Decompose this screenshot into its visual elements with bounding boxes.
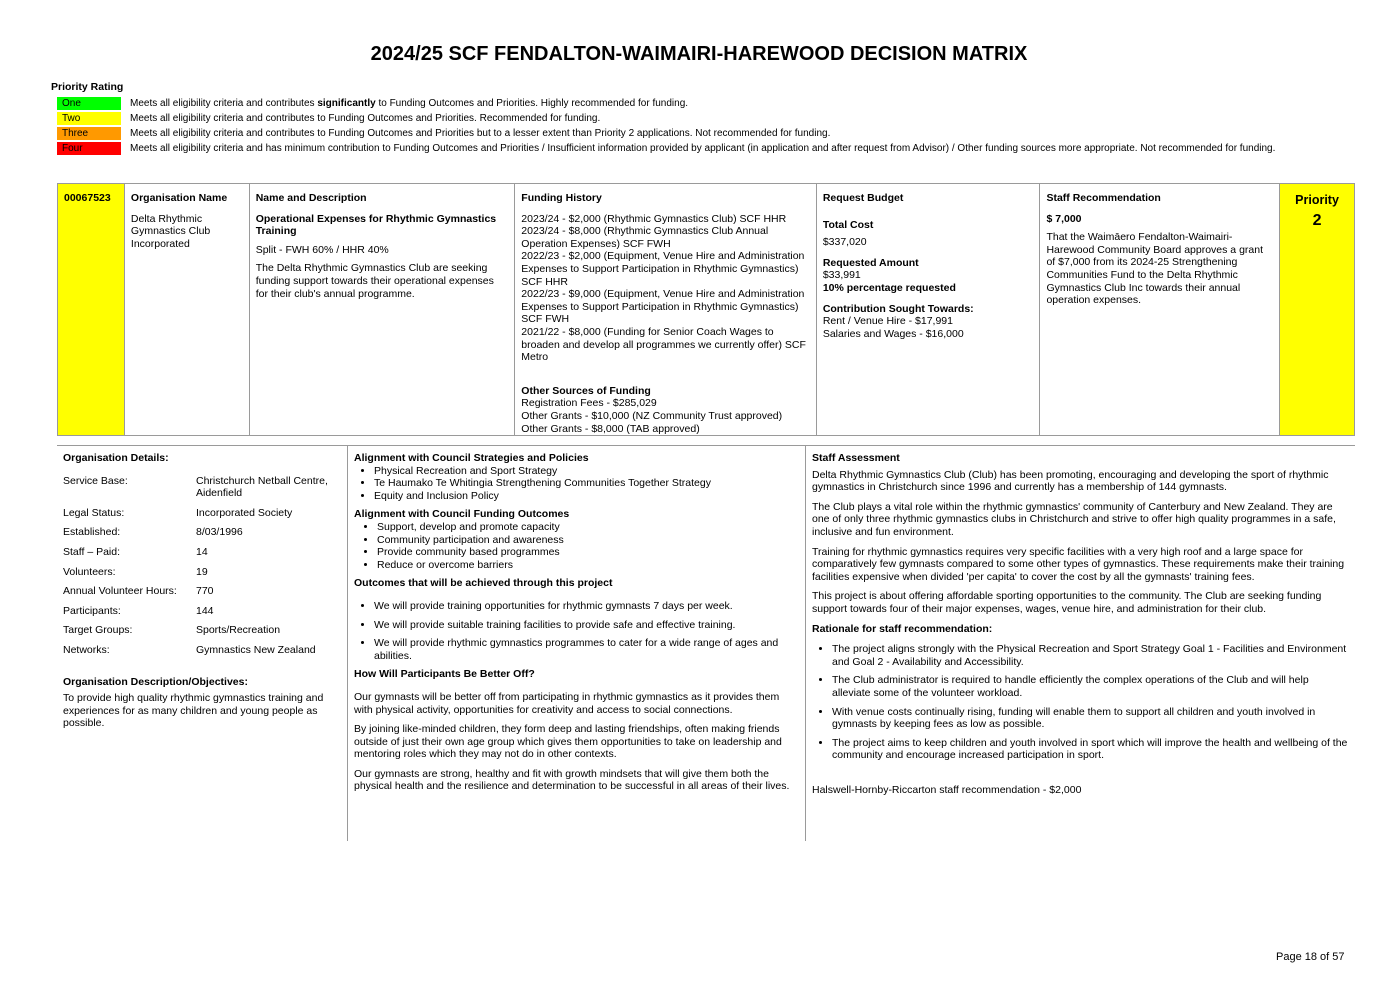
- total-cost-label: Total Cost: [822, 218, 874, 231]
- detail-row: [63, 526, 341, 546]
- name-description-heading: Name and Description: [255, 192, 367, 204]
- legend-text-three: Meets all eligibility criteria and contributes to Funding Outcomes and Priorities but to a lesser extent than Priority 2 applications. Not recommended for funding.: [130, 128, 831, 139]
- legend-row-one: [57, 97, 1317, 110]
- organisation-description-heading: Organisation Description/Objectives:: [63, 675, 248, 688]
- hhr-staff-recommendation: Halswell-Hornby-Riccarton staff recommendation - $2,000: [812, 783, 1082, 796]
- organisation-name-cell: [125, 184, 250, 435]
- detail-key: Annual Volunteer Hours:: [63, 585, 177, 598]
- project-description: The Delta Rhythmic Gymnastics Club are seeking funding support towards their operational expenses for their club's annual programme.: [255, 262, 494, 300]
- organisation-details-heading: Organisation Details:: [63, 452, 169, 464]
- request-budget-heading: Request Budget: [822, 192, 904, 204]
- detail-key: Staff – Paid:: [63, 545, 121, 558]
- name-description-cell: [250, 184, 516, 435]
- legend-text-four: Meets all eligibility criteria and has minimum contribution to Funding Outcomes and Priorities / Insufficient information provided by applicant (in application and after request from Advisor) / Other funding sources more appropriate. Not recommended for funding.: [130, 143, 1276, 154]
- organisation-name: Delta Rhythmic Gymnastics Club Incorporated: [130, 212, 211, 250]
- requested-amount-value: $33,991: [822, 269, 861, 282]
- other-sources-heading: Other Sources of Funding: [521, 384, 651, 397]
- priority-legend: [57, 97, 1317, 157]
- detail-row: [63, 585, 341, 605]
- project-title: Operational Expenses for Rhythmic Gymnastics Training: [255, 212, 497, 238]
- detail-value: 19: [196, 565, 208, 578]
- legend-row-four: [57, 142, 1317, 155]
- list-item: • Support, develop and promote capacity: [377, 521, 799, 534]
- staff-recommendation-amount: $ 7,000: [1046, 212, 1082, 225]
- legend-swatch-four: Four: [57, 142, 121, 155]
- contribution-list: Rent / Venue Hire - $17,991 Salaries and Wages - $16,000: [822, 315, 964, 340]
- organisation-details-column: [57, 446, 348, 841]
- requested-amount-label: Requested Amount: [822, 256, 919, 269]
- list-item: • The project aligns strongly with the Physical Recreation and Sport Strategy Goal 1 - Facilities and Environment and Goal 2 - Availability and Accessibility.: [832, 643, 1349, 668]
- list-item: • We will provide rhythmic gymnastics programmes to cater for a wide range of ages and abilities.: [374, 637, 799, 662]
- list-item: • We will provide training opportunities for rhythmic gymnasts 7 days per week.: [374, 600, 799, 613]
- list-item: • Te Haumako Te Whitingia Strengthening Communities Together Strategy: [374, 477, 799, 490]
- detail-value: 770: [196, 585, 214, 598]
- better-off-paragraph: Our gymnasts are strong, healthy and fit with growth mindsets that will give them both the physical health and the resilience and determination to be successful in all areas of their lives.: [354, 767, 790, 793]
- assessment-paragraph: Delta Rhythmic Gymnastics Club (Club) has been promoting, encouraging and developing the sport of rhythmic gymnastics in Christchurch since 1996 and currently has a membership of 144 gymnasts.: [812, 468, 1329, 494]
- better-off-heading: How Will Participants Be Better Off?: [354, 668, 535, 681]
- list-item: • Provide community based programmes: [377, 546, 799, 559]
- better-off-paragraph: Our gymnasts will be better off from participating in rhythmic gymnastics as it provides them with physical activity, opportunities for creativity and access to social connections.: [354, 690, 780, 716]
- lower-details-section: [57, 445, 1355, 841]
- detail-row: [63, 644, 341, 664]
- contribution-label: Contribution Sought Towards:: [822, 302, 974, 315]
- list-item: • Physical Recreation and Sport Strategy: [374, 465, 799, 478]
- detail-value: Sports/Recreation: [196, 624, 281, 637]
- legend-swatch-two: Two: [57, 112, 121, 125]
- detail-value: 8/03/1996: [196, 526, 243, 539]
- alignment-column: [348, 446, 806, 841]
- staff-recommendation-text: That the Waimāero Fendalton-Waimairi-Harewood Community Board approves a grant of $7,000 from its 2024-25 Strengthening Communities Fund to the Delta Rhythmic Gymnastics Club Inc towards their annual operation expenses.: [1046, 231, 1263, 307]
- legend-text-one: Meets all eligibility criteria and contributes significantly to Funding Outcomes and Priorities. Highly recommended for funding.: [130, 98, 689, 109]
- organisation-description: To provide high quality rhythmic gymnastics training and experiences for as many children and young people as possible.: [63, 692, 324, 730]
- list-item: • With venue costs continually rising, funding will enable them to support all children and youth involved in gymnasts by keeping fees as low as possible.: [832, 706, 1349, 731]
- page-title: 2024/25 SCF FENDALTON-WAIMAIRI-HAREWOOD DECISION MATRIX: [370, 43, 1028, 65]
- list-item: • Community participation and awareness: [377, 534, 799, 547]
- detail-key: Legal Status:: [63, 506, 125, 519]
- assessment-paragraph: This project is about offering affordable sporting opportunities to the community. The Club are seeking funding support towards four of their major expenses, wages, venue hire, and administration for their club.: [812, 590, 1322, 615]
- legend-row-three: [57, 127, 1317, 140]
- application-id-cell: [58, 184, 125, 435]
- detail-row: [63, 605, 341, 625]
- detail-key: Networks:: [63, 643, 110, 656]
- detail-key: Service Base:: [63, 474, 128, 487]
- staff-assessment-heading: Staff Assessment: [812, 452, 900, 464]
- funding-history-cell: [515, 184, 817, 435]
- strategies-heading: Alignment with Council Strategies and Policies: [354, 452, 589, 464]
- list-item: • Reduce or overcome barriers: [377, 559, 799, 572]
- detail-value: 14: [196, 545, 208, 558]
- funding-outcomes-list: [354, 521, 799, 571]
- legend-row-two: [57, 112, 1317, 125]
- detail-value: 144: [196, 604, 214, 617]
- detail-row: [63, 507, 341, 527]
- outcomes-achieved-list: [354, 600, 799, 662]
- decision-matrix-row: [57, 183, 1355, 436]
- funding-history-heading: Funding History: [521, 192, 602, 204]
- detail-row: [63, 475, 341, 507]
- list-item: • We will provide suitable training facilities to provide safe and effective training.: [374, 619, 799, 632]
- rationale-heading: Rationale for staff recommendation:: [812, 622, 993, 635]
- priority-value: 2: [1312, 212, 1322, 229]
- detail-value: Christchurch Netball Centre, Aidenfield: [196, 474, 328, 500]
- list-item: • The Club administrator is required to handle efficiently the complex operations of the Club and will help alleviate some of the volunteer workload.: [832, 674, 1349, 699]
- funding-split: Split - FWH 60% / HHR 40%: [255, 243, 389, 256]
- better-off-paragraph: By joining like-minded children, they form deep and lasting friendships, often making friends outside of just their own age group which gives them opportunities to take on leadership and mentoring roles which they may not do in other contexts.: [354, 723, 782, 761]
- detail-row: [63, 624, 341, 644]
- detail-value: Gymnastics New Zealand: [196, 643, 316, 656]
- legend-swatch-three: Three: [57, 127, 121, 140]
- percentage-requested: 10% percentage requested: [822, 281, 956, 294]
- detail-row: [63, 546, 341, 566]
- outcomes-achieved-heading: Outcomes that will be achieved through this project: [354, 577, 613, 590]
- priority-cell: [1280, 184, 1354, 435]
- staff-assessment-column: [806, 446, 1355, 841]
- detail-key: Volunteers:: [63, 565, 116, 578]
- funding-history-list: 2023/24 - $2,000 (Rhythmic Gymnastics Club) SCF HHR 2023/24 - $8,000 (Rhythmic Gymnastics Club Annual Operation Expenses) SCF FWH 2022/23 - $2,000 (Equipment, Venue Hire and Administration Expenses to Support Participation in Rhythmic Gymnastics) SCF HHR 2022/23 - $9,000 (Equipment, Venue Hire and Administration Expenses to Support Participation in Rhythmic Gymnastics) SCF FWH 2021/22 - $8,000 (Funding for Senior Coach Wages to broaden and develop all programmes we currently offer) SCF Metro: [521, 212, 806, 364]
- list-item: • The project aims to keep children and youth involved in sport which will improve the health and wellbeing of the community and encourage increased participation in sport.: [832, 737, 1349, 762]
- assessment-paragraph: The Club plays a vital role within the rhythmic gymnastics' community of Canterbury and New Zealand. They are one of only three rhythmic gymnastics clubs in Christchurch and strive to offer high quality programmes in a safe, inclusive and fun environment.: [812, 500, 1336, 538]
- detail-key: Target Groups:: [63, 624, 133, 637]
- total-cost-value: $337,020: [822, 236, 867, 249]
- legend-text-two: Meets all eligibility criteria and contributes to Funding Outcomes and Priorities. Recommended for funding.: [130, 113, 601, 124]
- other-sources-list: Registration Fees - $285,029 Other Grants - $10,000 (NZ Community Trust approved) Other Grants - $8,000 (TAB approved): [521, 397, 783, 435]
- page-number: Page 18 of 57: [1276, 951, 1345, 963]
- organisation-name-heading: Organisation Name: [130, 192, 228, 204]
- legend-swatch-one: One: [57, 97, 121, 110]
- request-budget-cell: [817, 184, 1041, 435]
- organisation-details-table: [63, 475, 341, 664]
- staff-recommendation-cell: [1040, 184, 1280, 435]
- priority-rating-heading: Priority Rating: [51, 81, 124, 93]
- detail-key: Established:: [63, 526, 121, 539]
- rationale-list: [812, 643, 1349, 762]
- detail-row: [63, 566, 341, 586]
- priority-heading: Priority: [1295, 193, 1339, 207]
- funding-outcomes-heading: Alignment with Council Funding Outcomes: [354, 508, 570, 521]
- application-id: 00067523: [64, 192, 111, 204]
- staff-recommendation-heading: Staff Recommendation: [1046, 192, 1161, 204]
- strategies-list: [354, 465, 799, 503]
- assessment-paragraph: Training for rhythmic gymnastics requires very specific facilities with a very high roof and a large space for comparatively few gymnasts compared to some other types of gymnastics. These requirements make their training facilities expensive when divided 'per capita' to cover the cost by all the gymnasts' training fees.: [812, 545, 1345, 583]
- list-item: • Equity and Inclusion Policy: [374, 490, 799, 503]
- detail-key: Participants:: [63, 604, 121, 617]
- detail-value: Incorporated Society: [196, 506, 293, 519]
